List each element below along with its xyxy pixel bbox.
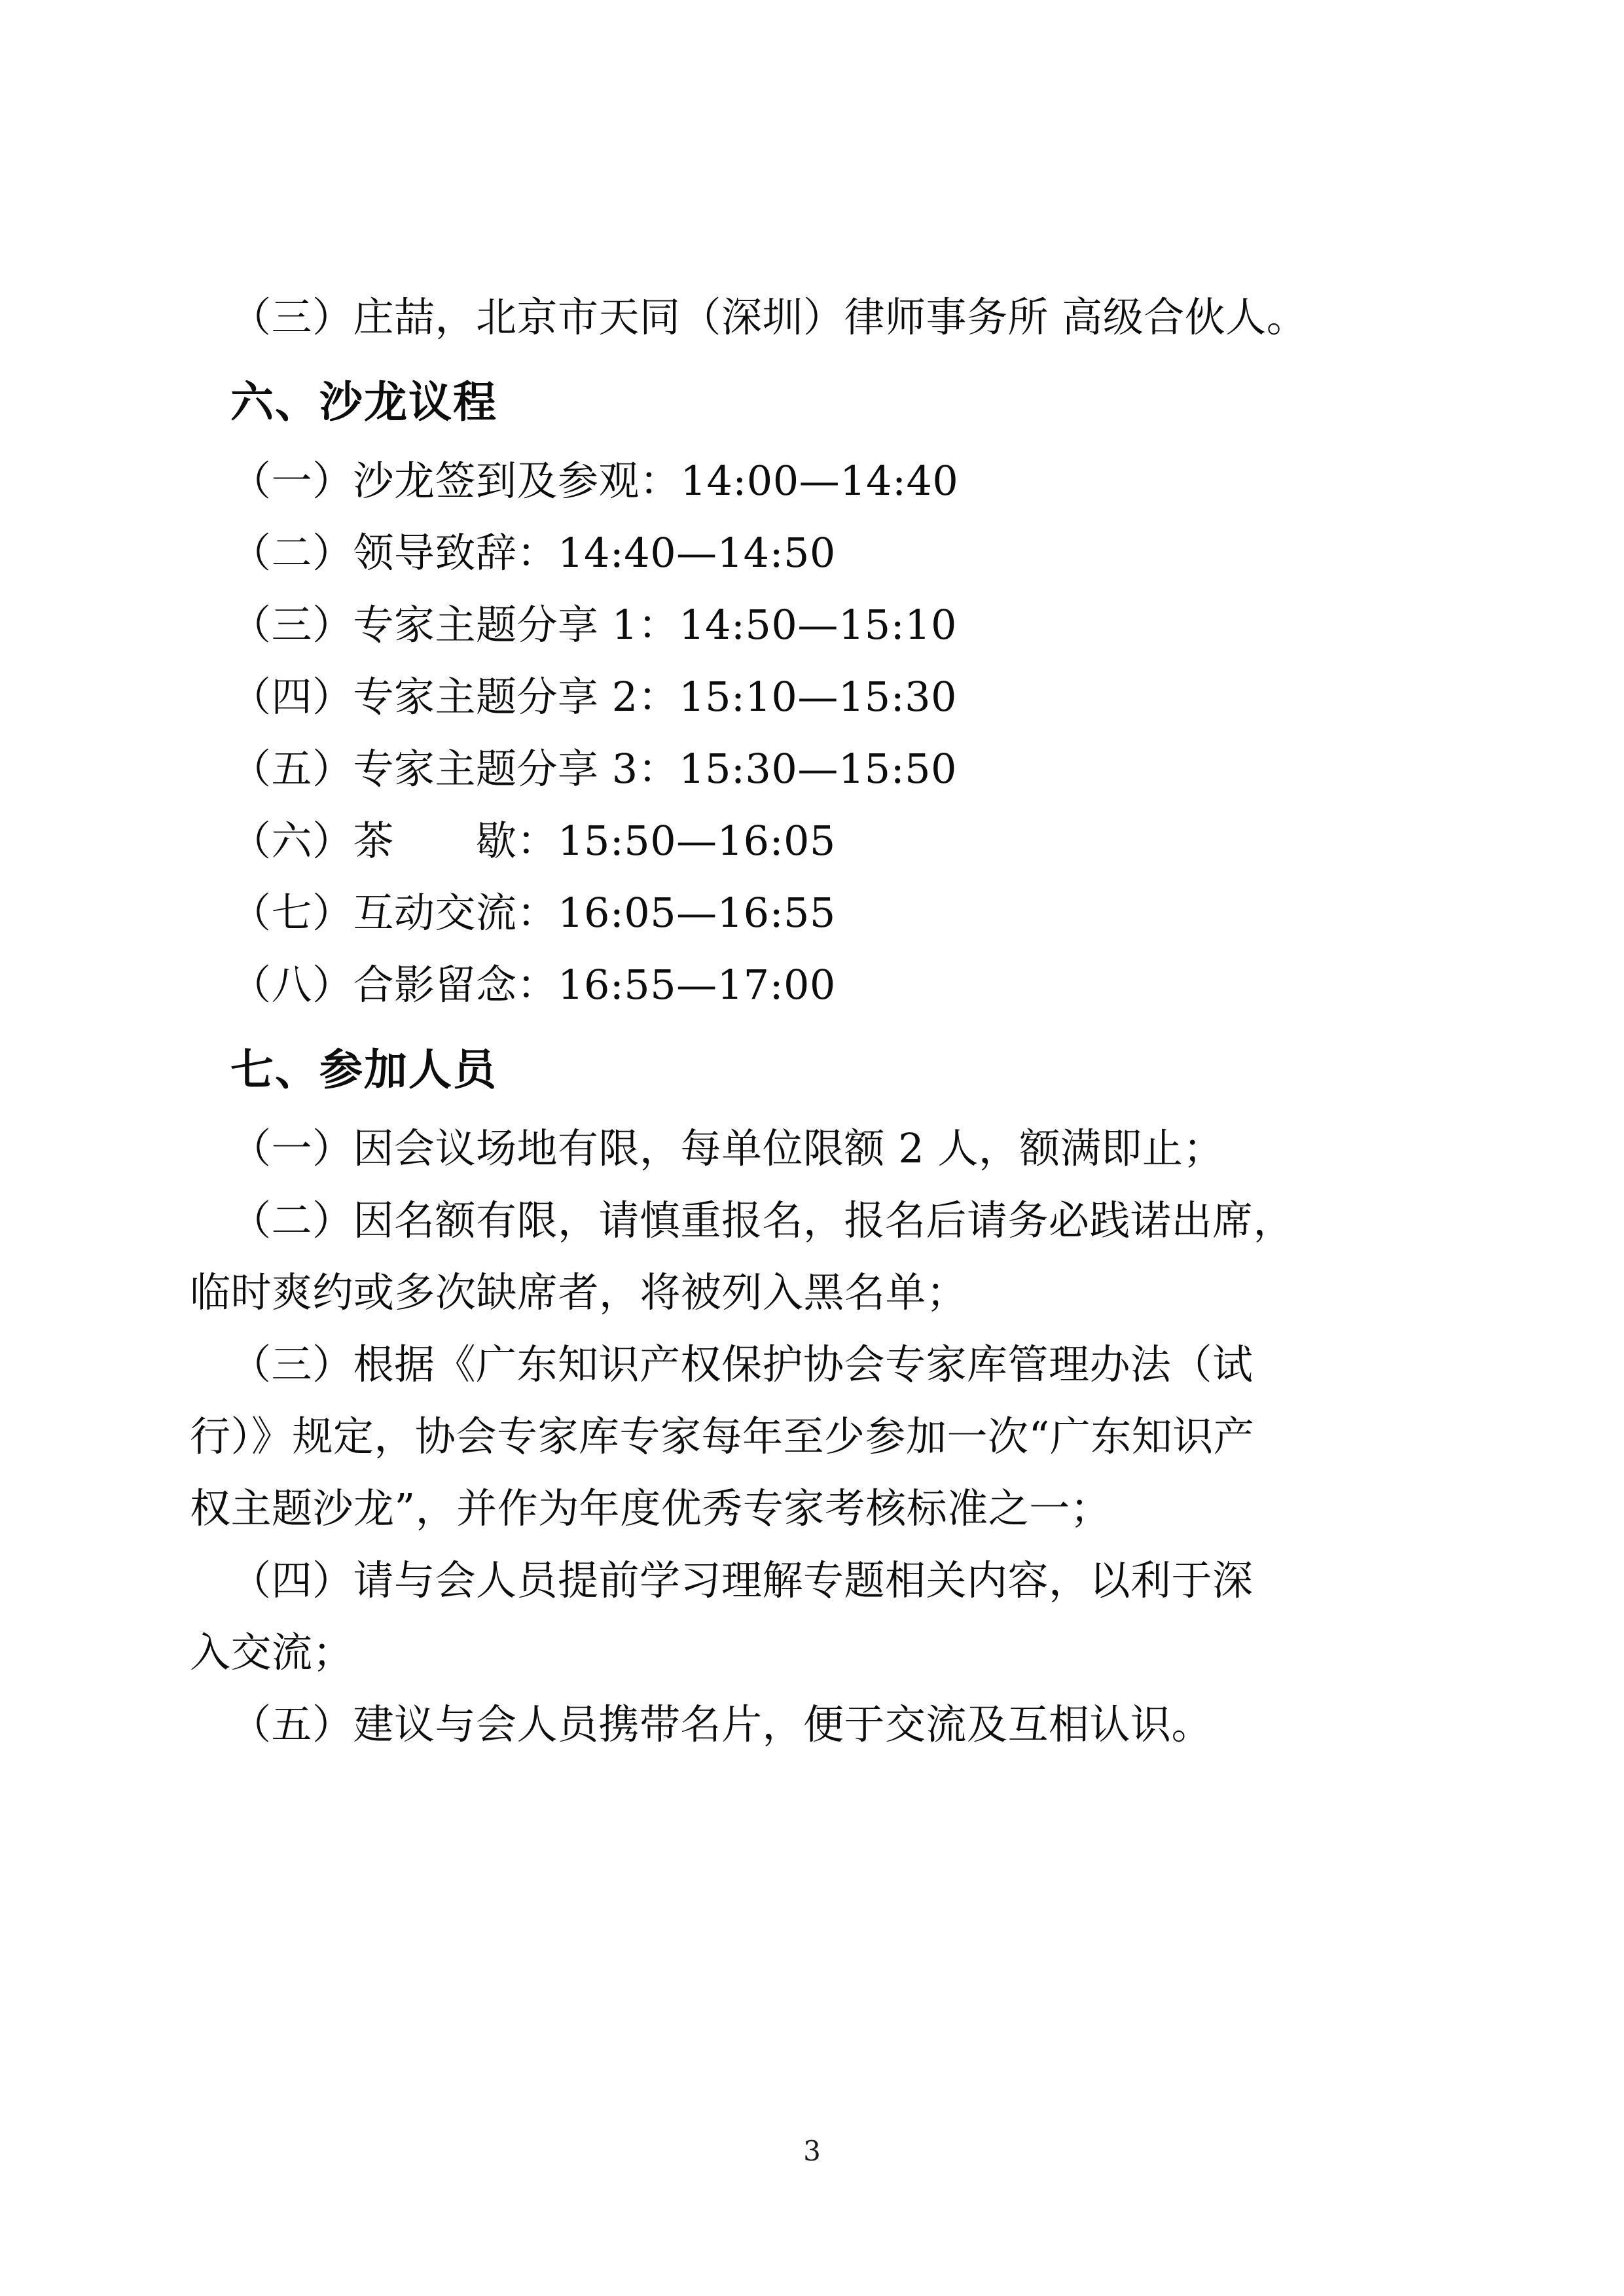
agenda-item-2: （二）领导致辞：14:40—14:50 xyxy=(230,529,836,577)
participants-item-3-line2: 行）》规定，协会专家库专家每年至少参加一次“广东知识产 xyxy=(190,1412,1255,1460)
participants-item-1: （一）因会议场地有限，每单位限额 2 人，额满即止； xyxy=(230,1124,1224,1172)
participants-item-4-line2: 入交流； xyxy=(190,1628,354,1676)
agenda-item-4: （四）专家主题分享 2：15:10—15:30 xyxy=(230,673,958,721)
participants-item-5: （五）建议与会人员携带名片，便于交流及互相认识。 xyxy=(230,1700,1213,1748)
speaker-item-3: （三）庄喆，北京市天同（深圳）律师事务所 高级合伙人。 xyxy=(230,293,1308,341)
participants-item-3: （三）根据《广东知识产权保护协会专家库管理办法（试 xyxy=(230,1340,1254,1388)
participants-item-3-line3: 权主题沙龙”，并作为年度优秀专家考核标准之一； xyxy=(190,1484,1111,1532)
agenda-item-7: （七）互动交流：16:05—16:55 xyxy=(230,889,836,937)
agenda-item-3: （三）专家主题分享 1：14:50—15:10 xyxy=(230,601,958,649)
agenda-item-5: （五）专家主题分享 3：15:30—15:50 xyxy=(230,745,958,793)
participants-item-2-line2: 临时爽约或多次缺席者，将被列入黑名单； xyxy=(190,1268,967,1316)
agenda-item-8: （八）合影留念：16:55—17:00 xyxy=(230,961,836,1009)
participants-item-4: （四）请与会人员提前学习理解专题相关内容，以利于深 xyxy=(230,1556,1254,1604)
document-body xyxy=(190,281,1434,1761)
page-number: 3 xyxy=(803,2135,821,2167)
section-heading-participants: 七、参加人员 xyxy=(230,1045,497,1095)
section-heading-agenda: 六、沙龙议程 xyxy=(230,377,497,427)
participants-item-2: （二）因名额有限，请慎重报名，报名后请务必践诺出席， xyxy=(230,1196,1295,1244)
agenda-item-6: （六）茶 歇：15:50—16:05 xyxy=(230,817,836,865)
agenda-item-1: （一）沙龙签到及参观：14:00—14:40 xyxy=(230,457,959,505)
